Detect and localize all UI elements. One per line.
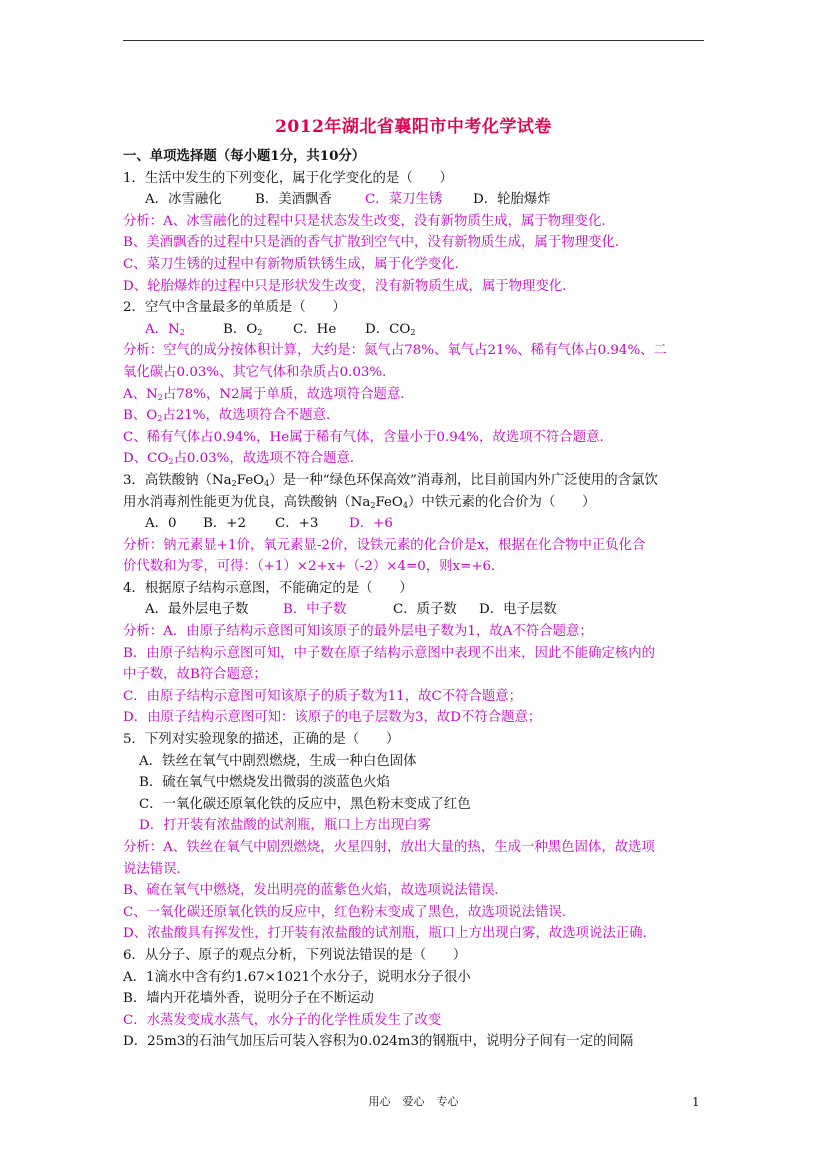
analysis-line: B．由原子结构示意图可知，中子数在原子结构示意图中表现不出来，因此不能确定核内的 xyxy=(123,645,656,661)
analysis-line: 分析：A．由原子结构示意图可知该原子的最外层电子数为1，故A不符合题意； xyxy=(123,624,593,640)
question-2-options xyxy=(123,319,709,341)
analysis-line: 分析：A、铁丝在氧气中剧烈燃烧，火星四射，放出大量的热，生成一种黑色固体，故选项 xyxy=(123,840,655,855)
option-a: A．冰雪融化 xyxy=(145,192,222,208)
option-d-answer: D．+6 xyxy=(349,516,393,532)
analysis-line: C．由原子结构示意图可知该原子的质子数为11，故C不符合题意； xyxy=(123,688,523,704)
option-b: B．硫在氧气中燃烧发出微弱的淡蓝色火焰 xyxy=(139,775,390,791)
analysis-line: C、一氧化碳还原氧化铁的反应中，红色粉末变成了黑色，故选项说法错误． xyxy=(123,904,576,920)
page-title: 2012年湖北省襄阳市中考化学试卷 xyxy=(275,117,552,137)
analysis-line: B、美酒飘香的过程中只是酒的香气扩散到空气中，没有新物质生成，属于物理变化． xyxy=(123,235,629,251)
option-d: D．轮胎爆炸 xyxy=(473,192,551,208)
page-footer xyxy=(0,1093,827,1109)
analysis-line: D．由原子结构示意图可知：该原子的电子层数为3，故D不符合题意； xyxy=(123,710,542,726)
page-number: 1 xyxy=(692,1095,700,1109)
option-a: A．0 xyxy=(145,516,177,532)
analysis-line: 分析：A、冰雪融化的过程中只是状态发生改变，没有新物质生成，属于物理变化． xyxy=(123,213,615,229)
option-a: A．1滴水中含有约1.67×1021个水分子，说明水分子很小 xyxy=(123,969,471,985)
option-d: D．电子层数 xyxy=(479,602,557,618)
analysis-line: B、$O_2$占21%，故选项符合不题意． xyxy=(123,408,340,424)
analysis-line: D、$CO_2$占0.03%，故选项不符合题意． xyxy=(123,451,364,467)
analysis-line: A、$N_2$占78%，N2属于单质，故选项符合题意． xyxy=(123,386,414,402)
option-c-answer: C．菜刀生锈 xyxy=(365,192,443,208)
option-a: A．铁丝在氧气中剧烈燃烧，生成一种白色固体 xyxy=(139,753,417,769)
analysis-line: 说法错误． xyxy=(123,861,190,877)
option-b: B．美酒飘香 xyxy=(255,192,332,208)
option-d: D．25m3的石油气加压后可装入容积为0.024m3的钢瓶中，说明分子间有一定的间隔 xyxy=(123,1034,634,1050)
footer-word: 爱心 xyxy=(402,1095,425,1108)
question-3-stem: 用水消毒剂性能更为优良，高铁酸钠$(Na_2FeO_4)$中铁元素的化合价为（ ） xyxy=(123,494,596,510)
analysis-line: 中子数，故B符合题意； xyxy=(123,667,267,683)
footer-word: 专心 xyxy=(436,1095,459,1108)
question-3-options xyxy=(123,513,709,535)
section-heading: 一、单项选择题（每小题1分，共10分） xyxy=(123,148,366,164)
option-d: D．$CO_2$ xyxy=(365,321,416,337)
analysis-line: 氧化碳占0.03%、其它气体和杂质占0.03%． xyxy=(123,364,396,380)
question-1-options xyxy=(123,189,709,211)
exam-content xyxy=(123,146,709,1053)
analysis-line: C、稀有气体占0.94%，He属于稀有气体，含量小于0.94%，故选项不符合题意． xyxy=(123,429,613,445)
question-4-stem: 4．根据原子结构示意图，不能确定的是（ ） xyxy=(123,580,413,596)
analysis-line: C、菜刀生锈的过程中有新物质铁锈生成，属于化学变化． xyxy=(123,256,469,272)
analysis-line: 分析：钠元素显+1价，氧元素显-2价，设铁元素的化合价是x，根据在化合物中正负化合 xyxy=(123,537,646,553)
option-b: B．$O_2$ xyxy=(223,321,263,337)
analysis-line: D、浓盐酸具有挥发性，打开装有浓盐酸的试剂瓶，瓶口上方出现白雾，故选项说法正确． xyxy=(123,926,656,942)
option-c: C．质子数 xyxy=(393,602,457,618)
option-a-answer: A．$N_2$ xyxy=(145,321,185,337)
analysis-line: 分析：空气的成分按体积计算，大约是：氮气占78%、氧气占21%、稀有气体占0.94%、二 xyxy=(123,343,667,359)
option-c: C．He xyxy=(293,321,337,337)
option-c-answer: C．水蒸发变成水蒸气，水分子的化学性质发生了改变 xyxy=(123,1012,442,1028)
question-5-stem: 5．下列对实验现象的描述，正确的是（ ） xyxy=(123,732,400,748)
analysis-line: B、硫在氧气中燃烧，发出明亮的蓝紫色火焰，故选项说法错误． xyxy=(123,883,508,899)
footer-word: 用心 xyxy=(368,1095,391,1108)
option-a: A．最外层电子数 xyxy=(145,602,249,618)
question-2-stem: 2．空气中含量最多的单质是（ ） xyxy=(123,300,346,316)
option-d-answer: D．打开装有浓盐酸的试剂瓶，瓶口上方出现白雾 xyxy=(139,818,431,834)
option-b: B．墙内开花墙外香，说明分子在不断运动 xyxy=(123,991,374,1007)
question-4-options xyxy=(123,599,709,621)
option-c: C．一氧化碳还原氧化铁的反应中，黑色粉末变成了红色 xyxy=(139,796,471,812)
question-6-stem: 6．从分子、原子的观点分析，下列说法错误的是（ ） xyxy=(123,947,467,963)
analysis-line: 价代数和为零，可得：（+1）×2+x+（-2）×4=0，则x=+6． xyxy=(123,559,505,575)
option-b: B．+2 xyxy=(203,516,246,532)
question-3-stem: 3．高铁酸钠$(Na_2FeO_4)$是一种“绿色环保高效”消毒剂，比目前国内外广泛使用的含氯饮 xyxy=(123,472,658,488)
option-b-answer: B．中子数 xyxy=(283,602,347,618)
header-rule xyxy=(123,40,704,41)
option-c: C．+3 xyxy=(275,516,319,532)
analysis-line: D、轮胎爆炸的过程中只是形状发生改变，没有新物质生成，属于物理变化． xyxy=(123,278,576,294)
question-1-stem: 1．生活中发生的下列变化，属于化学变化的是（ ） xyxy=(123,170,453,186)
